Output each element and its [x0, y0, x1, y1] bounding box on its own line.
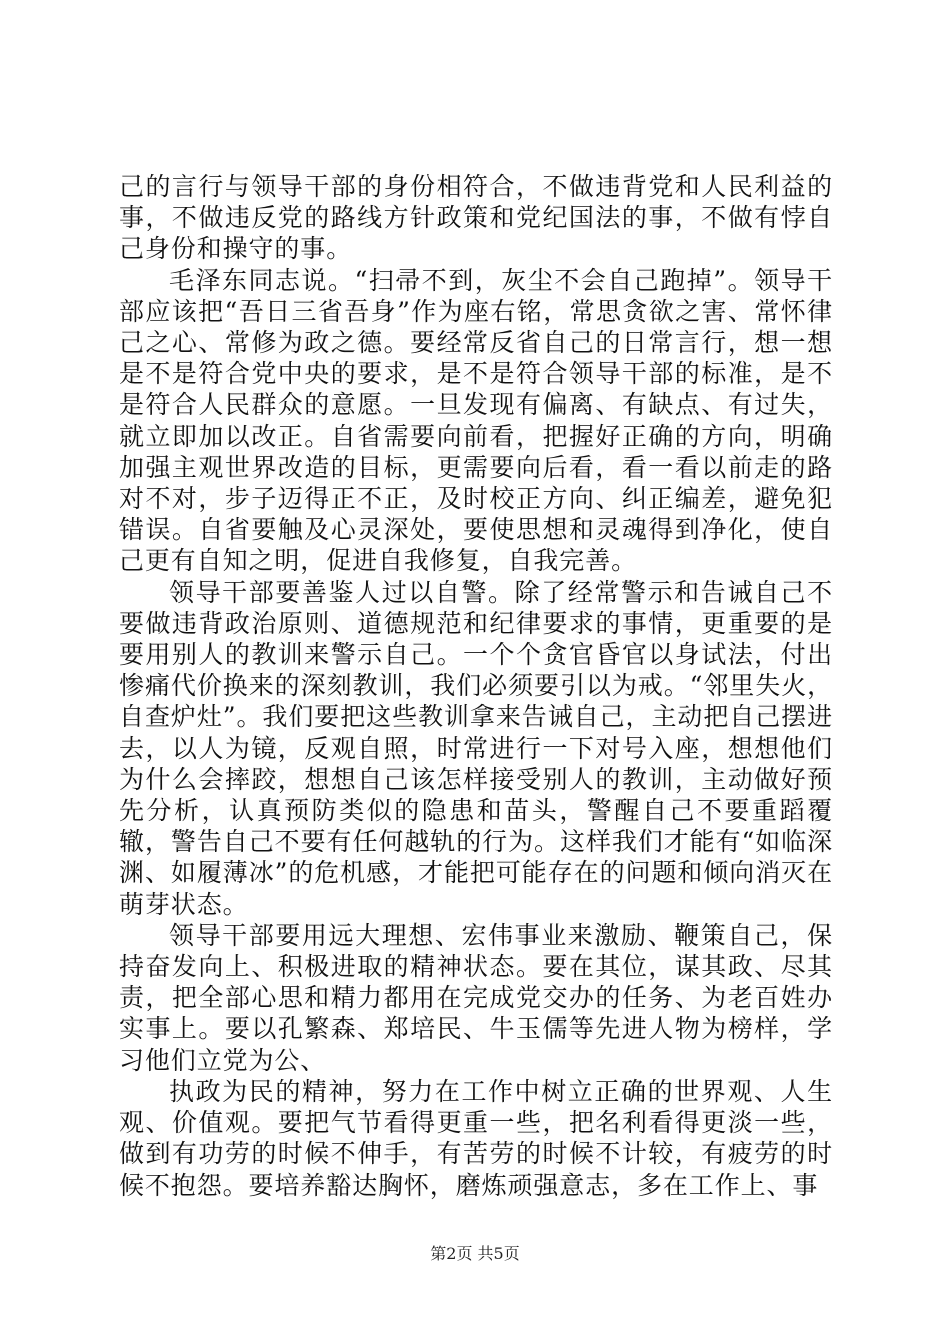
- paragraph-continuation: 己的言行与领导干部的身份相符合，不做违背党和人民利益的事，不做违反党的路线方针政策和党纪国法的事，不做有悖自己身份和操守的事。: [119, 172, 833, 264]
- page-number-footer: 第2页 共5页: [430, 1244, 520, 1263]
- paragraph-self-reflection: 毛泽东同志说。“扫帚不到，灰尘不会自己跑掉”。领导干部应该把“吾日三省吾身”作为座右铭，常思贪欲之害、常怀律己之心、常修为政之德。要经常反省自己的日常言行，想一想是不是符合党中央的要求，是不是符合领导干部的标准，是不是符合人民群众的意愿。一旦发现有偏离、有缺点、有过失，就立即加以改正。自省需要向前看，把握好正确的方向，明确加强主观世界改造的目标，更需要向后看，看一看以前走的路对不对，步子迈得正不正，及时校正方向、纠正编差，避免犯错误。自省要触及心灵深处，要使思想和灵魂得到净化，使自己更有自知之明，促进自我修复，自我完善。: [119, 265, 833, 576]
- paragraph-ideals: 领导干部要用远大理想、宏伟事业来激励、鞭策自己，保持奋发向上、积极进取的精神状态。要在其位，谋其政、尽其责，把全部心思和精力都用在完成党交办的任务、为老百姓办实事上。要以孔繁森、郑培民、牛玉儒等先进人物为榜样，学习他们立党为公、: [119, 920, 833, 1075]
- paragraph-learn-from-others: 领导干部要善鉴人过以自警。除了经常警示和告诫自己不要做违背政治原则、道德规范和纪律要求的事情，更重要的是要用别人的教训来警示自己。一个个贪官昏官以身试法，付出惨痛代价换来的深刻教训，我们必须要引以为戒。“邻里失火，自查炉灶”。我们要把这些教训拿来告诫自己，主动把自己摆进去，以人为镜，反观自照，时常进行一下对号入座，想想他们为什么会摔跤，想想自己该怎样接受别人的教训，主动做好预先分析，认真预防类似的隐患和苗头，警醒自己不要重蹈覆辙，警告自己不要有任何越轨的行为。这样我们才能有“如临深渊、如履薄冰”的危机感，才能把可能存在的问题和倾向消灭在萌芽状态。: [119, 577, 833, 919]
- document-body: [119, 171, 833, 1201]
- paragraph-governing-for-people: 执政为民的精神，努力在工作中树立正确的世界观、人生观、价值观。要把气节看得更重一些，把名利看得更淡一些，做到有功劳的时候不伸手，有苦劳的时候不计较，有疲劳的时候不抱怨。要培养豁达胸怀，磨炼顽强意志，多在工作上、事: [119, 1076, 833, 1200]
